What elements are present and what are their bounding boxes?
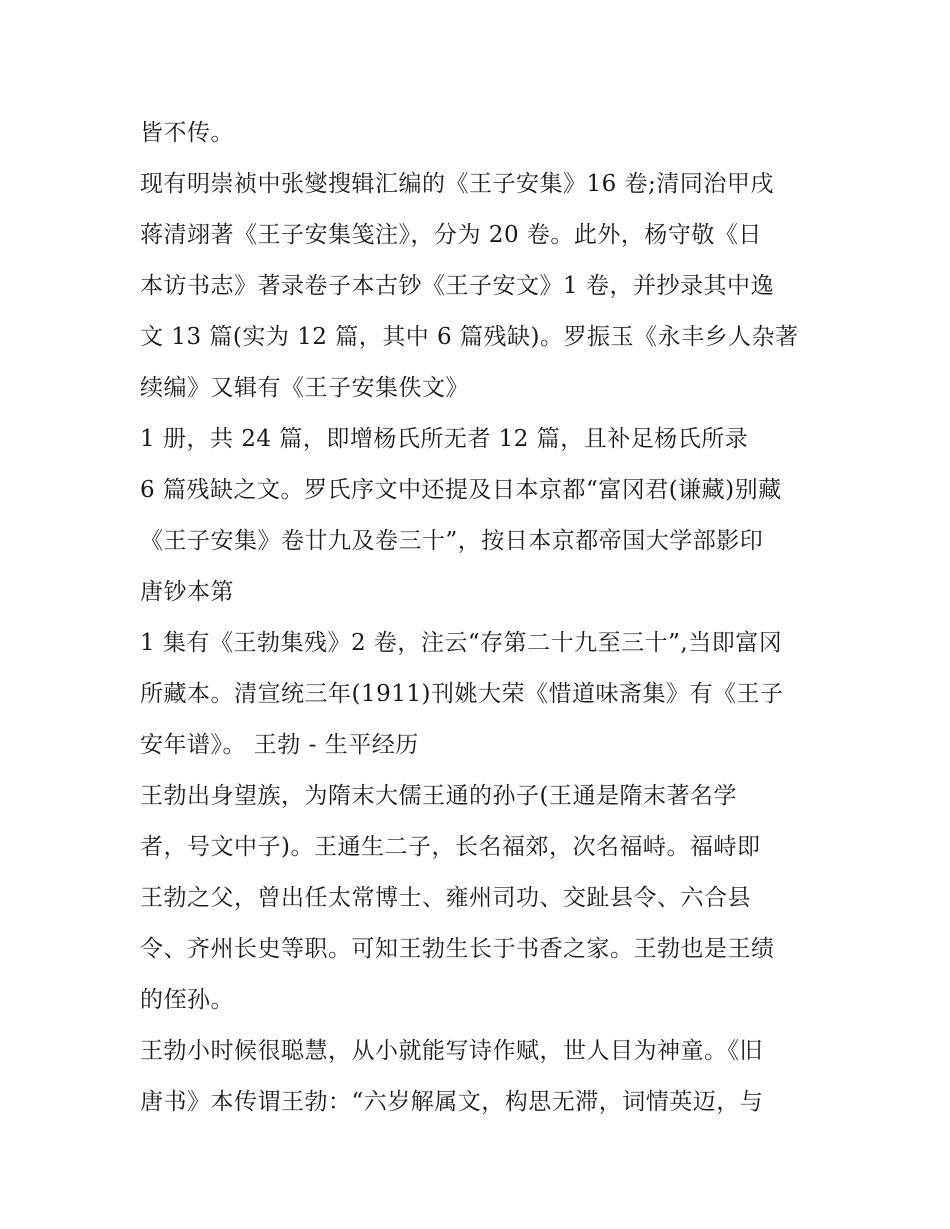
text-line: 1 集有《王勃集残》2 卷，注云“存第二十九至三十”,当即富冈 bbox=[140, 630, 783, 656]
text-line: 本访书志》著录卷子本古钞《王子安文》1 卷，并抄录其中逸 bbox=[140, 273, 774, 299]
body-text bbox=[140, 108, 830, 1128]
text-line: 现有明崇祯中张燮搜辑汇编的《王子安集》16 卷;清同治甲戌 bbox=[140, 171, 774, 197]
text-line: 王勃之父，曾出任太常博士、雍州司功、交趾县令、六合县 bbox=[140, 885, 751, 911]
text-line: 续编》又辑有《王子安集佚文》 bbox=[140, 375, 469, 401]
text-line: 唐书》本传谓王勃：“六岁解属文，构思无滞，词情英迈，与 bbox=[140, 1089, 764, 1115]
text-line: 王勃出身望族，为隋末大儒王通的孙子(王通是隋末著名学 bbox=[140, 783, 737, 809]
text-line: 所藏本。清宣统三年(1911)刊姚大荣《惜道味斋集》有《王子 bbox=[140, 681, 784, 707]
text-line: 1 册，共 24 篇，即增杨氏所无者 12 篇，且补足杨氏所录 bbox=[140, 426, 749, 452]
text-line: 文 13 篇(实为 12 篇，其中 6 篇残缺)。罗振玉《永丰乡人杂著 bbox=[140, 324, 799, 350]
text-line: 的侄孙。 bbox=[140, 987, 234, 1013]
text-line: 唐钞本第 bbox=[140, 579, 234, 605]
text-line: 安年谱》。 王勃 - 生平经历 bbox=[140, 732, 419, 758]
text-line: 令、齐州长史等职。可知王勃生长于书香之家。王勃也是王绩 bbox=[140, 936, 775, 962]
text-line: 皆不传。 bbox=[140, 120, 234, 146]
text-line: 6 篇残缺之文。罗氏序文中还提及日本京都“富冈君(谦藏)别藏 bbox=[140, 477, 782, 503]
text-line: 王勃小时候很聪慧，从小就能写诗作赋，世人目为神童。《旧 bbox=[140, 1038, 763, 1064]
text-line: 《王子安集》卷廿九及卷三十”，按日本京都帝国大学部影印 bbox=[140, 528, 764, 554]
text-line: 蒋清翊著《王子安集笺注》，分为 20 卷。此外，杨守敬《日 bbox=[140, 222, 762, 248]
text-line: 者，号文中子)。王通生二子，长名福郊，次名福峙。福峙即 bbox=[140, 834, 761, 860]
